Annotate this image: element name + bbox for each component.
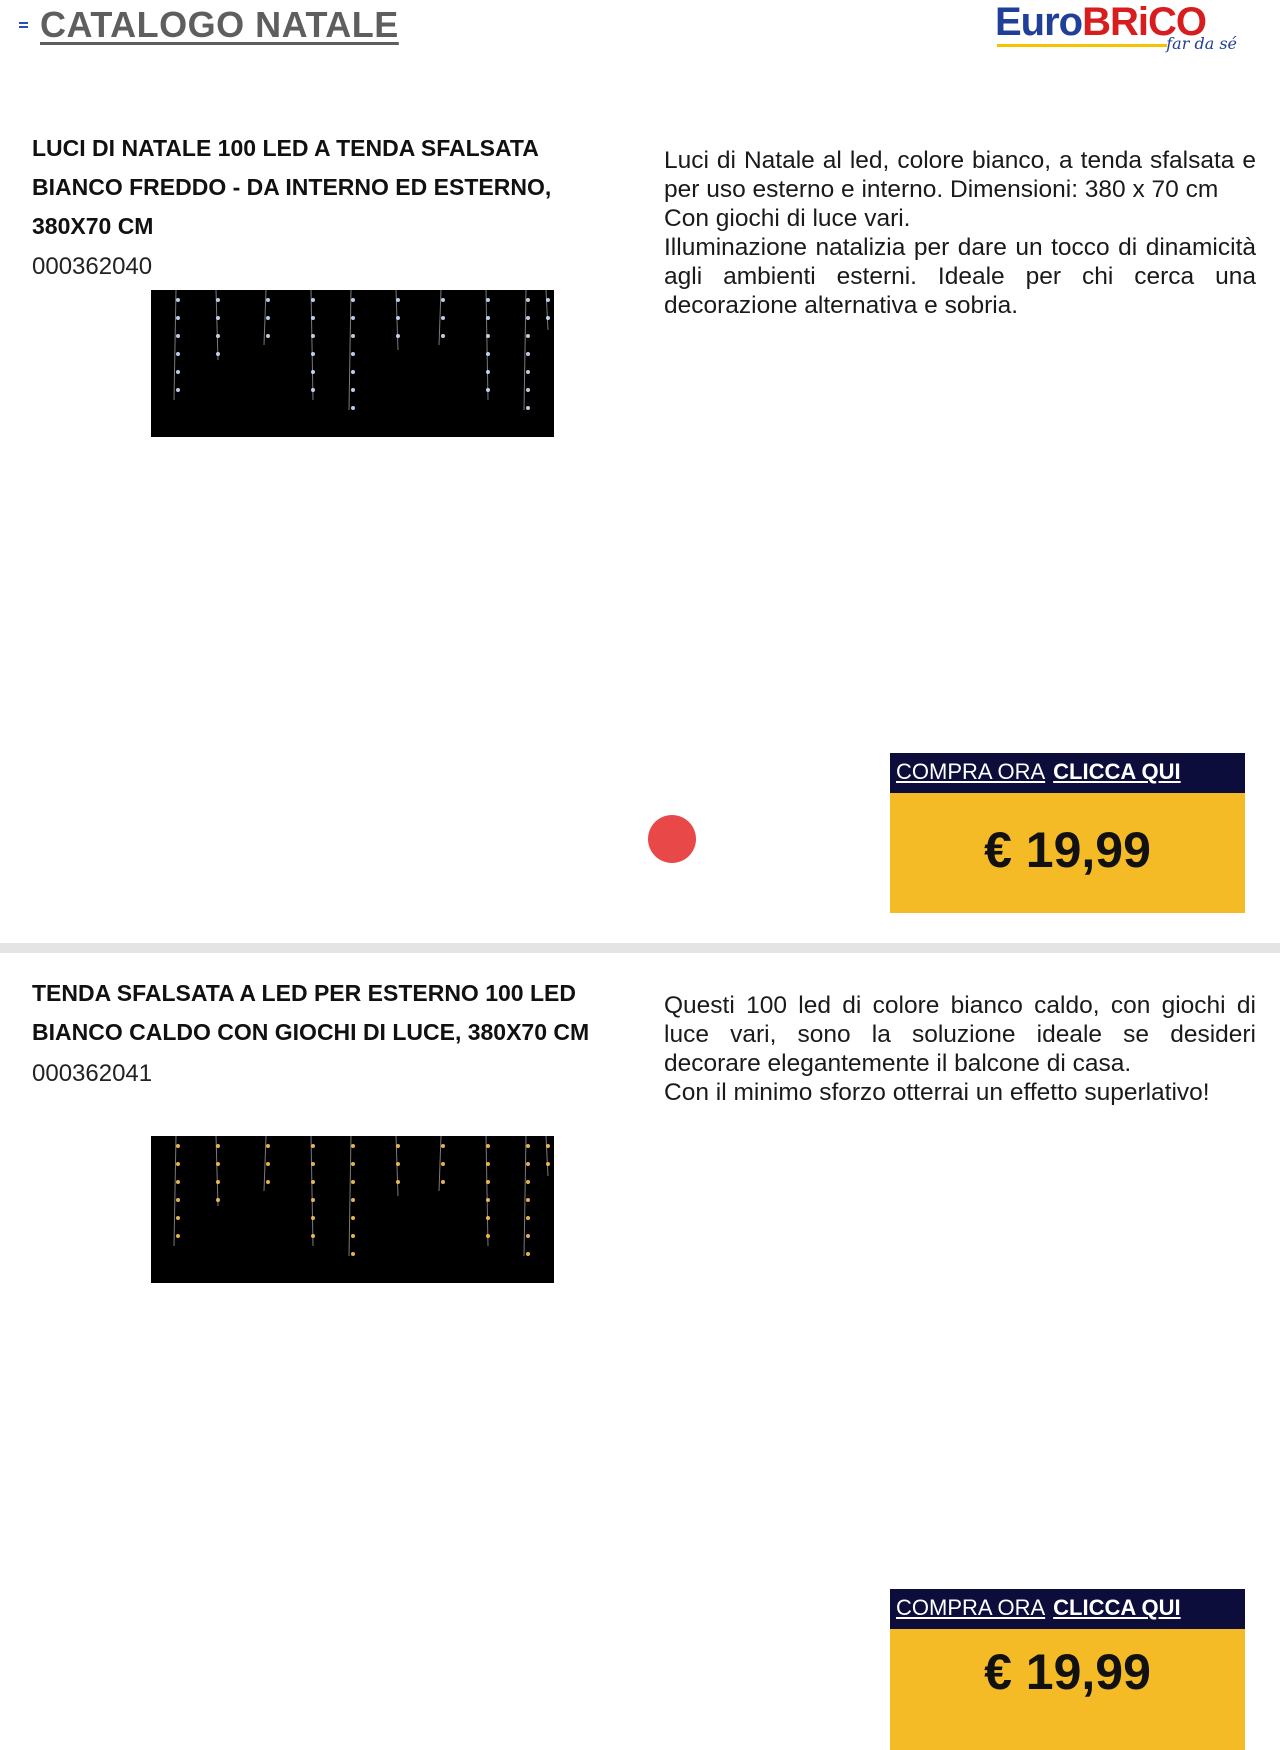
product-image[interactable] <box>151 1136 554 1283</box>
led-strand <box>486 290 488 400</box>
led-strand <box>174 290 176 400</box>
led-light <box>311 1234 315 1238</box>
led-light <box>176 370 180 374</box>
description-paragraph: Con giochi di luce vari. <box>664 205 911 232</box>
price: € 19,99 <box>984 1644 1151 1700</box>
led-light <box>311 298 315 302</box>
product-title-line: 380X70 CM <box>32 213 154 239</box>
led-light <box>526 370 530 374</box>
product-title-line: BIANCO FREDDO - DA INTERNO ED ESTERNO, <box>32 174 552 200</box>
led-light <box>216 1144 220 1148</box>
section-divider <box>0 943 1280 953</box>
led-light <box>216 316 220 320</box>
led-light <box>526 334 530 338</box>
led-light <box>526 406 530 410</box>
led-light <box>311 1198 315 1202</box>
led-light <box>311 1144 315 1148</box>
led-light <box>351 298 355 302</box>
price-box[interactable] <box>890 1629 1245 1750</box>
product-description <box>664 146 1256 320</box>
logo-euro: Euro <box>995 0 1083 44</box>
led-light <box>441 298 445 302</box>
led-light <box>526 1144 530 1148</box>
led-light <box>351 316 355 320</box>
led-light <box>351 1144 355 1148</box>
led-strand <box>439 1136 441 1191</box>
product-code: 000362041 <box>32 1060 153 1087</box>
product-title-line: LUCI DI NATALE 100 LED A TENDA SFALSATA <box>32 135 539 161</box>
description-paragraph: Illuminazione natalizia per dare un tocco di dinamicità agli ambienti esterni. Ideale per chi cerca una decorazione alternativa e sobria. <box>664 234 1256 319</box>
led-light <box>546 298 550 302</box>
led-strand <box>174 1136 176 1246</box>
product-description <box>664 991 1256 1107</box>
led-light <box>441 334 445 338</box>
buy-now-bar <box>890 753 1245 793</box>
page-title[interactable]: CATALOGO NATALE <box>40 4 399 45</box>
logo-tagline: far da sé <box>1166 34 1237 53</box>
led-strand <box>264 290 266 345</box>
product-code: 000362040 <box>32 253 153 280</box>
led-light <box>176 1198 180 1202</box>
led-light <box>176 316 180 320</box>
led-light <box>176 1162 180 1166</box>
red-dot-marker <box>648 815 696 863</box>
product-image[interactable] <box>151 290 554 437</box>
led-light <box>311 1180 315 1184</box>
led-light <box>266 1180 270 1184</box>
led-light <box>486 370 490 374</box>
led-light <box>486 1234 490 1238</box>
led-light <box>311 1216 315 1220</box>
product-title-line: TENDA SFALSATA A LED PER ESTERNO 100 LED <box>32 980 576 1006</box>
led-light <box>526 1216 530 1220</box>
led-strand <box>524 290 526 410</box>
led-strand <box>311 290 313 400</box>
led-strand <box>486 1136 488 1246</box>
led-light <box>216 334 220 338</box>
led-light <box>486 1216 490 1220</box>
led-light <box>546 1162 550 1166</box>
led-light <box>216 352 220 356</box>
led-light <box>526 1198 530 1202</box>
led-light <box>486 1162 490 1166</box>
led-light <box>441 1180 445 1184</box>
led-light <box>311 334 315 338</box>
led-strand <box>349 1136 351 1256</box>
led-light <box>546 316 550 320</box>
led-light <box>351 1198 355 1202</box>
led-light <box>526 298 530 302</box>
led-light <box>526 1162 530 1166</box>
led-light <box>526 1252 530 1256</box>
led-light <box>441 1144 445 1148</box>
led-strand <box>546 1136 548 1176</box>
led-light <box>351 1216 355 1220</box>
led-light <box>176 1180 180 1184</box>
product-title <box>32 974 592 1052</box>
led-light <box>176 1144 180 1148</box>
led-light <box>526 1234 530 1238</box>
led-light <box>216 298 220 302</box>
led-strand <box>311 1136 313 1246</box>
led-light <box>351 1252 355 1256</box>
led-light <box>396 316 400 320</box>
led-strand <box>524 1136 526 1256</box>
description-paragraph: Con il minimo sforzo otterrai un effetto superlativo! <box>664 1079 1210 1106</box>
click-here-link[interactable]: CLICCA QUI <box>1053 759 1181 784</box>
led-light <box>486 352 490 356</box>
led-light <box>311 1162 315 1166</box>
led-light <box>526 316 530 320</box>
led-light <box>351 1234 355 1238</box>
led-light <box>176 334 180 338</box>
brand-logo <box>995 0 1245 58</box>
led-light <box>266 334 270 338</box>
led-strand <box>264 1136 266 1191</box>
led-light <box>311 316 315 320</box>
led-light <box>176 1216 180 1220</box>
led-light <box>486 298 490 302</box>
led-light <box>486 1144 490 1148</box>
led-light <box>311 370 315 374</box>
led-light <box>216 1180 220 1184</box>
led-light <box>441 1162 445 1166</box>
led-light <box>441 316 445 320</box>
led-light <box>176 352 180 356</box>
led-light <box>176 1234 180 1238</box>
menu-icon[interactable] <box>19 22 28 28</box>
led-light <box>396 1144 400 1148</box>
led-strand <box>439 290 441 345</box>
led-light <box>486 1180 490 1184</box>
click-here-link[interactable]: CLICCA QUI <box>1053 1595 1181 1620</box>
led-light <box>216 1198 220 1202</box>
led-light <box>396 1180 400 1184</box>
led-light <box>486 1198 490 1202</box>
led-light <box>546 1144 550 1148</box>
led-strand <box>546 290 548 330</box>
led-light <box>266 1144 270 1148</box>
price-box[interactable] <box>890 793 1245 913</box>
price: € 19,99 <box>984 822 1151 878</box>
led-light <box>266 298 270 302</box>
logo-underline <box>997 44 1167 47</box>
led-light <box>266 1162 270 1166</box>
led-light <box>311 388 315 392</box>
buy-now-label[interactable]: COMPRA ORA <box>896 759 1046 784</box>
led-light <box>526 388 530 392</box>
led-strand <box>349 290 351 410</box>
led-light <box>266 316 270 320</box>
led-light <box>396 1162 400 1166</box>
led-light <box>176 298 180 302</box>
led-light <box>311 352 315 356</box>
product-title <box>32 129 592 246</box>
led-light <box>351 352 355 356</box>
led-light <box>486 388 490 392</box>
led-light <box>216 1162 220 1166</box>
led-light <box>486 316 490 320</box>
led-light <box>396 298 400 302</box>
description-paragraph: Luci di Natale al led, colore bianco, a tenda sfalsata e per uso esterno e interno. Dimensioni: 380 x 70 cm <box>664 147 1256 203</box>
led-light <box>351 1162 355 1166</box>
led-light <box>526 1180 530 1184</box>
led-light <box>351 370 355 374</box>
led-light <box>486 334 490 338</box>
logo-brico: BRiCO <box>1082 0 1207 44</box>
led-light <box>351 406 355 410</box>
led-light <box>351 1180 355 1184</box>
buy-now-label[interactable]: COMPRA ORA <box>896 1595 1046 1620</box>
product-title-line: BIANCO CALDO CON GIOCHI DI LUCE, 380X70 CM <box>32 1019 590 1045</box>
description-paragraph: Questi 100 led di colore bianco caldo, con giochi di luce vari, sono la soluzione ideale se desideri decorare elegantemente il balcone di casa. <box>664 992 1256 1077</box>
led-light <box>351 334 355 338</box>
led-light <box>396 334 400 338</box>
buy-now-bar <box>890 1589 1245 1629</box>
led-light <box>176 388 180 392</box>
led-light <box>526 352 530 356</box>
led-light <box>351 388 355 392</box>
